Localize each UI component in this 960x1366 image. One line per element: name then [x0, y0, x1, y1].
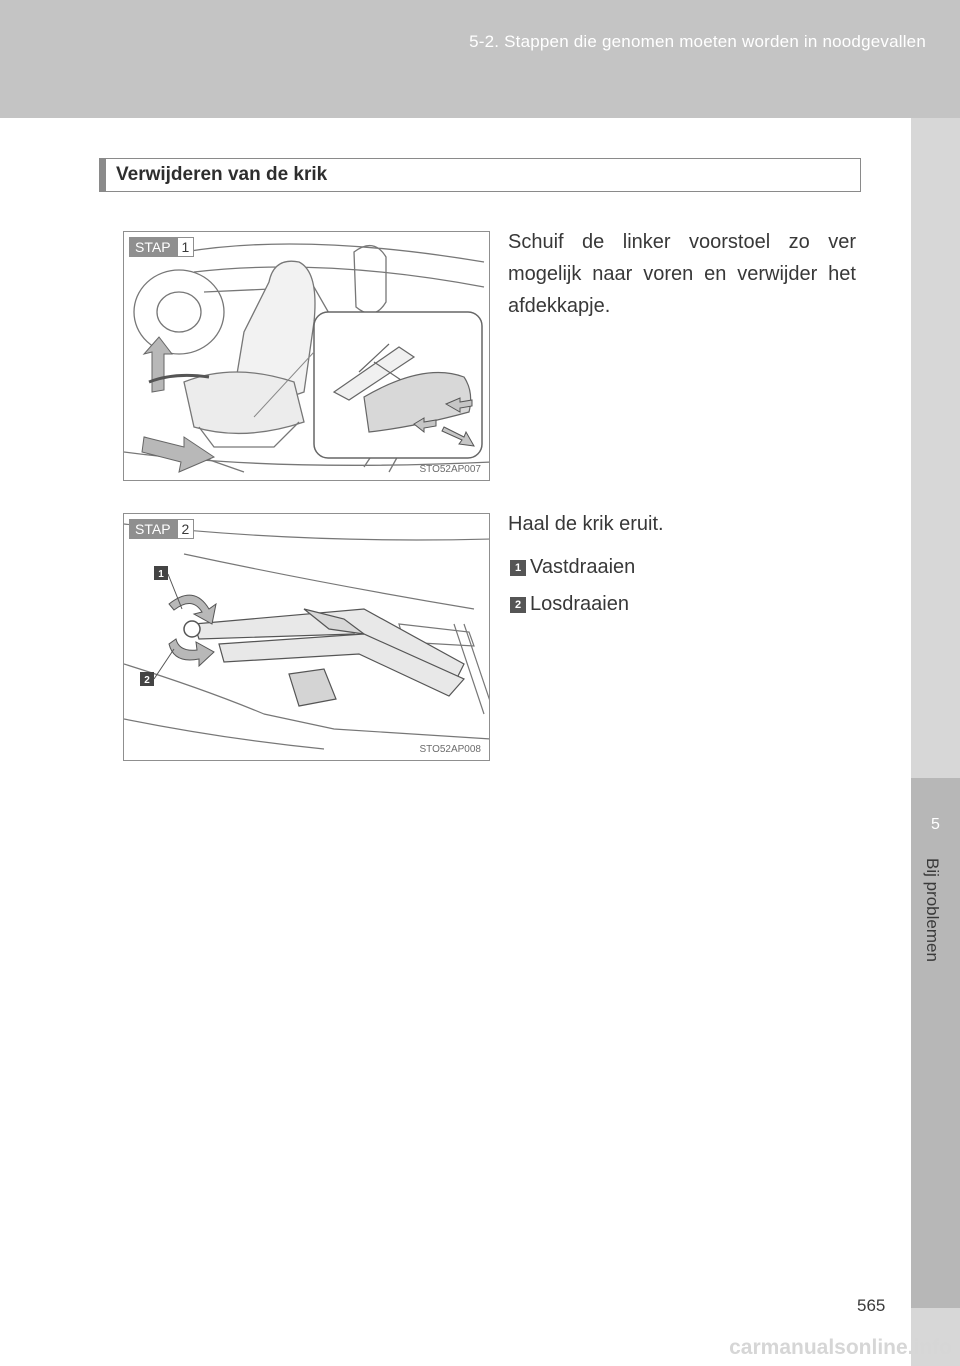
step-label-1 [129, 237, 194, 257]
legend-badge-2: 2 [510, 597, 526, 613]
figure-code: STO52AP008 [419, 744, 481, 755]
watermark: carmanualsonline.info [729, 1336, 952, 1359]
chapter-label: Bij problemen [923, 858, 942, 962]
stap-number: 1 [177, 237, 195, 257]
section-heading [99, 158, 861, 192]
legend-item-tighten [510, 556, 635, 579]
section-heading-text: Verwijderen van de krik [116, 164, 328, 185]
stap-word: STAP [129, 519, 177, 539]
figure-code: STO52AP007 [419, 464, 481, 475]
page-number: 565 [857, 1296, 886, 1315]
stap-number: 2 [177, 519, 195, 539]
figure-step-2 [123, 513, 490, 761]
legend-badge-1: 1 [510, 560, 526, 576]
heading-marker [100, 159, 106, 191]
stap-word: STAP [129, 237, 177, 257]
figure-step-1 [123, 231, 490, 481]
chapter-number: 5 [931, 816, 940, 833]
svg-text:1: 1 [158, 569, 164, 580]
step-1-instruction: Schuif de linker voorstoel zo ver mogelijk naar voren en verwijder het afdekkapje. [508, 231, 856, 317]
seat-illustration [124, 232, 490, 481]
step-2-instruction: Haal de krik eruit. [508, 513, 664, 535]
jack-illustration [124, 514, 490, 761]
svg-text:2: 2 [144, 675, 150, 686]
legend-item-loosen [510, 593, 629, 616]
step-label-2 [129, 519, 194, 539]
header-band [0, 0, 960, 118]
running-header: 5-2. Stappen die genomen moeten worden in noodgevallen [469, 32, 926, 51]
legend-label-1: Vastdraaien [530, 556, 636, 578]
legend-label-2: Losdraaien [530, 593, 629, 615]
